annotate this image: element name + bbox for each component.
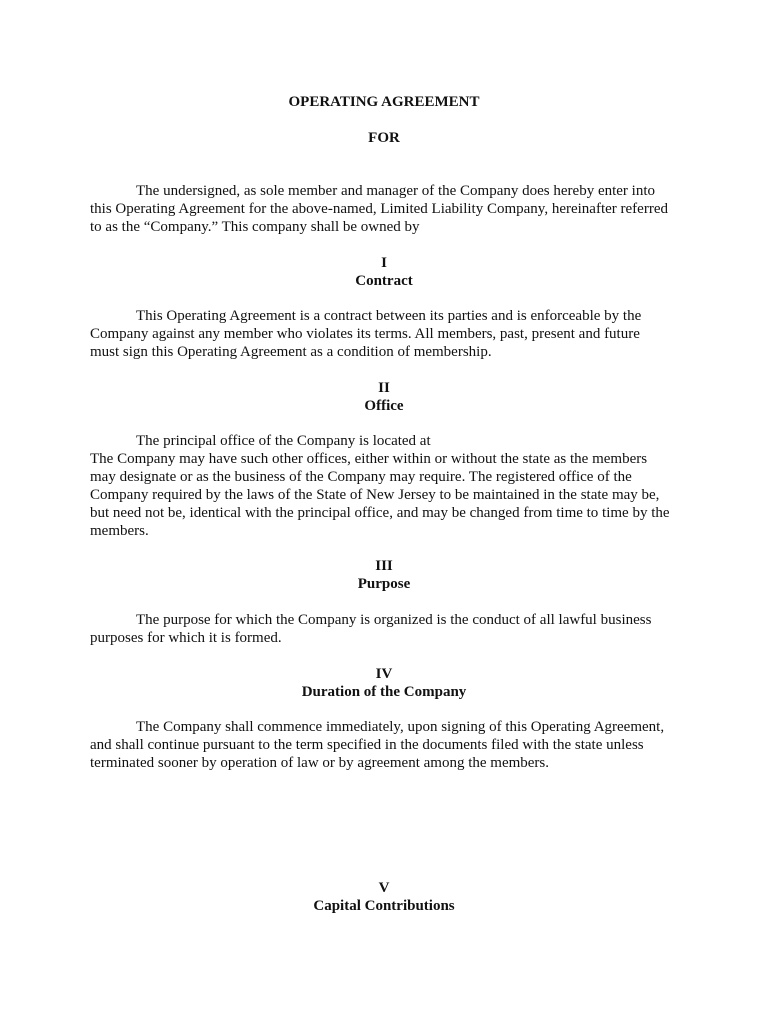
section-line: purposes for which it is formed.	[90, 630, 282, 646]
document-subtitle: FOR	[368, 130, 400, 146]
section-numeral: II	[378, 380, 390, 396]
section-heading: Capital Contributions	[313, 898, 455, 914]
section-line: The Company may have such other offices, either within or without the state as the members	[90, 451, 648, 467]
section-line: and shall continue pursuant to the term specified in the documents filed with the state unless	[90, 737, 644, 753]
section-numeral: V	[378, 880, 390, 896]
section-heading: Office	[364, 398, 404, 414]
section-line: may designate or as the business of the Company may require. The registered office of the	[90, 469, 632, 485]
section-numeral: IV	[375, 666, 393, 682]
section-heading: Contract	[355, 273, 413, 289]
intro-line: this Operating Agreement for the above-named, Limited Liability Company, hereinafter referred	[90, 201, 668, 217]
section-line: The purpose for which the Company is organized is the conduct of all lawful business	[136, 612, 652, 628]
document-title: OPERATING AGREEMENT	[288, 94, 480, 110]
section-line: Company required by the laws of the State of New Jersey to be maintained in the state may be,	[90, 487, 660, 503]
section-numeral: III	[375, 558, 393, 574]
section-line: This Operating Agreement is a contract between its parties and is enforceable by the	[136, 308, 642, 324]
section-line: must sign this Operating Agreement as a condition of membership.	[90, 344, 492, 360]
section-heading: Purpose	[357, 576, 411, 592]
section-line: The principal office of the Company is located at	[136, 433, 431, 449]
section-line: but need not be, identical with the principal office, and may be changed from time to time by the	[90, 505, 670, 521]
intro-line: The undersigned, as sole member and manager of the Company does hereby enter into	[136, 183, 656, 199]
intro-line: to as the “Company.” This company shall be owned by	[90, 219, 420, 235]
section-line: members.	[90, 523, 149, 539]
section-line: terminated sooner by operation of law or by agreement among the members.	[90, 755, 550, 771]
section-numeral: I	[381, 255, 387, 271]
section-heading: Duration of the Company	[301, 684, 467, 700]
section-line: Company against any member who violates its terms. All members, past, present and future	[90, 326, 640, 342]
section-line: The Company shall commence immediately, upon signing of this Operating Agreement,	[136, 719, 665, 735]
